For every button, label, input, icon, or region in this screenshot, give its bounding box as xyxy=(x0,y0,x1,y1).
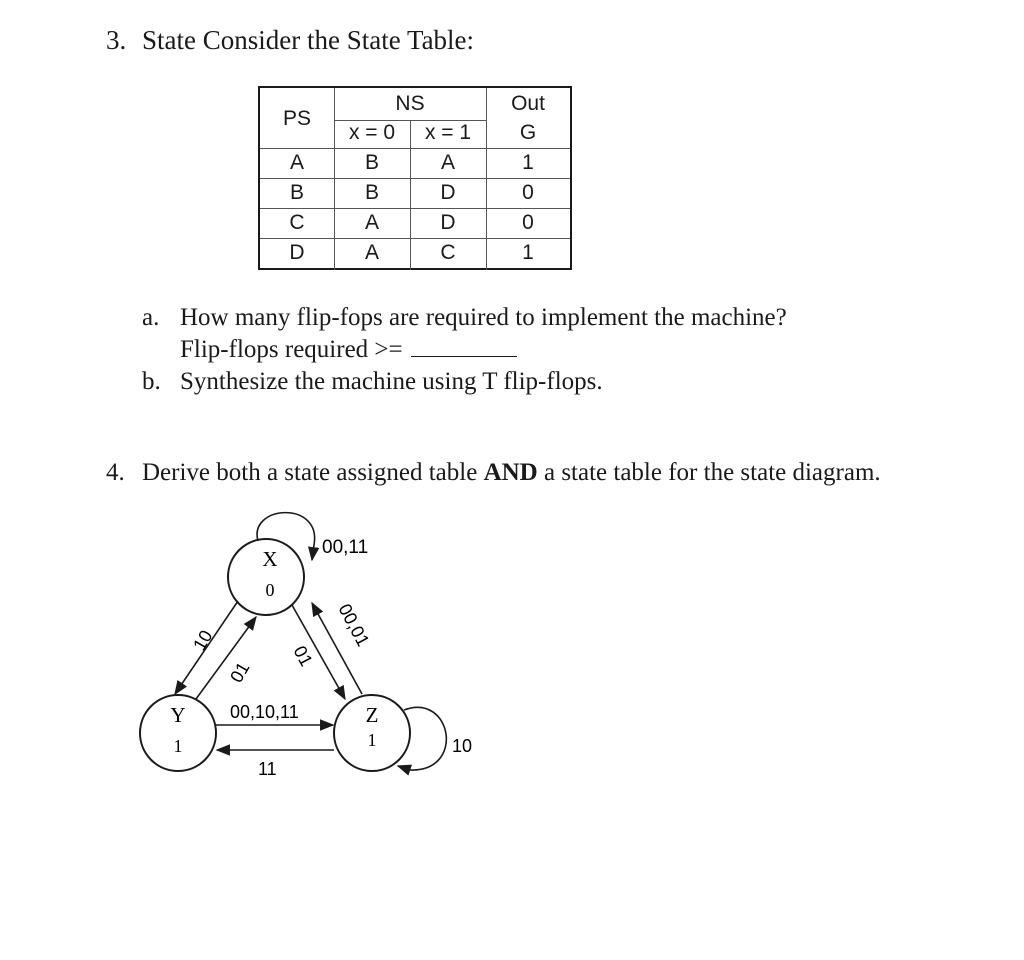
table-cell-x1: A xyxy=(440,151,455,174)
part-b-label: b. xyxy=(142,368,161,395)
state-y-output: 1 xyxy=(173,736,183,756)
table-cell-x0: B xyxy=(364,181,379,204)
table-cell-out: 0 xyxy=(522,181,534,204)
ns-header: NS xyxy=(395,92,425,115)
part-a-answer-prompt: Flip-flops required >= xyxy=(180,336,403,363)
question-4-number: 4. xyxy=(106,459,125,486)
state-z-name: Z xyxy=(365,703,379,727)
part-a-text: How many flip-fops are required to implement the machine? xyxy=(180,304,787,331)
table-cell-x0: A xyxy=(364,241,379,264)
state-z-output: 1 xyxy=(367,730,377,750)
out-header: Out xyxy=(511,92,545,115)
transition-z-to-y-label: 11 xyxy=(258,759,277,779)
table-cell-ps: D xyxy=(289,241,305,264)
table-cell-ps: C xyxy=(289,211,305,234)
transition-x-to-y-label: 10 xyxy=(189,626,217,654)
transition-z-self-label: 10 xyxy=(452,736,473,756)
question-3-title: State Consider the State Table: xyxy=(142,25,475,55)
table-cell-x0: B xyxy=(364,151,379,174)
state-y-name: Y xyxy=(170,703,186,727)
ps-header: PS xyxy=(282,107,311,130)
question-4-text-after: a state table for the state diagram. xyxy=(537,459,881,486)
transition-z-to-x-label: 01 xyxy=(289,642,317,670)
state-x-output: 0 xyxy=(265,580,275,600)
part-b-text: Synthesize the machine using T flip-flops. xyxy=(180,368,603,395)
part-a-label: a. xyxy=(142,304,160,331)
table-cell-out: 1 xyxy=(522,241,534,264)
transition-x-to-z-label: 00,01 xyxy=(334,600,374,650)
x0-header: x = 0 xyxy=(348,121,396,144)
table-cell-x0: A xyxy=(364,211,379,234)
state-x-name: X xyxy=(262,547,278,571)
g-header: G xyxy=(519,121,537,144)
table-cell-ps: A xyxy=(289,151,304,174)
question-3-number: 3. xyxy=(106,25,127,55)
transition-x-self-label: 00,11 xyxy=(322,537,369,558)
question-4-text-before: Derive both a state assigned table xyxy=(142,459,484,486)
table-cell-out: 1 xyxy=(522,151,534,174)
table-cell-x1: D xyxy=(440,211,456,234)
x1-header: x = 1 xyxy=(424,121,472,144)
transition-y-to-x-arrow xyxy=(196,617,256,699)
table-cell-ps: B xyxy=(289,181,304,204)
question-4-bold-and: AND xyxy=(483,459,538,486)
table-cell-x1: C xyxy=(440,241,456,264)
transition-y-to-x-label: 01 xyxy=(226,658,254,686)
transition-y-to-z-label: 00,10,11 xyxy=(230,702,299,722)
table-cell-out: 0 xyxy=(522,211,534,234)
table-cell-x1: D xyxy=(440,181,456,204)
